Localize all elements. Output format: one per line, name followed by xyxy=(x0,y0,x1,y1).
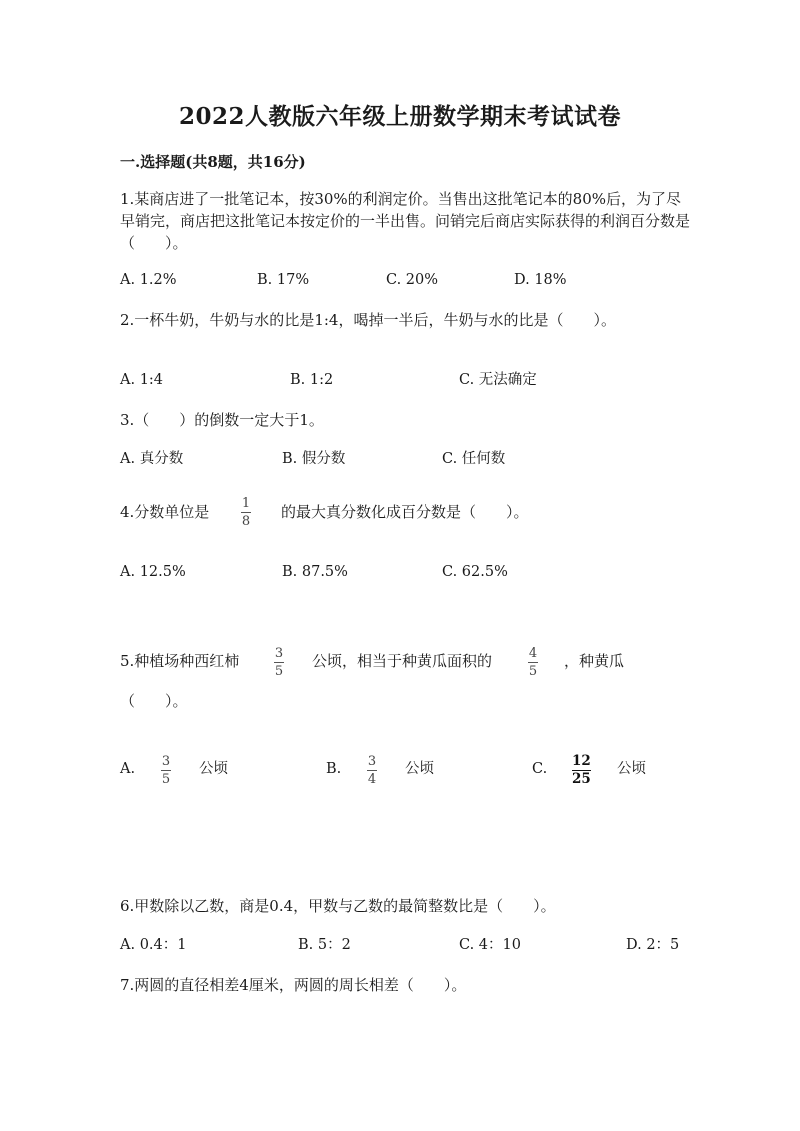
fraction-numerator: 1 xyxy=(241,496,251,511)
question-2-option-b[interactable]: B. 1:2 xyxy=(290,372,334,388)
question-4-option-c[interactable]: C. 62.5% xyxy=(442,564,508,580)
question-6-option-d[interactable]: D. 2：5 xyxy=(626,937,680,953)
question-5-fraction-2 xyxy=(528,646,538,679)
fraction-bar xyxy=(367,770,377,771)
fraction-bar xyxy=(274,662,284,663)
fraction-numerator: 3 xyxy=(161,754,171,769)
question-5-option-b-fraction xyxy=(367,754,377,787)
section-heading: 一.选择题(共8题，共16分) xyxy=(120,153,306,171)
question-3-text: 3.（ ）的倒数一定大于1。 xyxy=(120,411,324,429)
question-4-option-b[interactable]: B. 87.5% xyxy=(282,564,348,580)
question-5-option-a-unit: 公顷 xyxy=(199,761,228,777)
fraction-bar xyxy=(528,662,538,663)
question-5-option-b-unit: 公顷 xyxy=(405,761,434,777)
question-5-option-b-label[interactable]: B. xyxy=(326,761,342,777)
fraction-numerator: 3 xyxy=(274,646,284,661)
question-2-option-a[interactable]: A. 1:4 xyxy=(120,372,164,388)
question-6-option-c[interactable]: C. 4：10 xyxy=(459,937,521,953)
fraction-numerator: 3 xyxy=(367,754,377,769)
question-5-text-b: 公顷，相当于种黄瓜面积的 xyxy=(312,652,493,670)
question-3-option-c[interactable]: C. 任何数 xyxy=(442,451,506,467)
question-5-option-c-fraction xyxy=(572,754,591,787)
question-3-option-a[interactable]: A. 真分数 xyxy=(120,451,184,467)
question-1-option-d[interactable]: D. 18% xyxy=(514,272,567,288)
question-4-fraction xyxy=(241,496,251,529)
question-6-option-b[interactable]: B. 5：2 xyxy=(298,937,351,953)
question-5-option-a-label[interactable]: A. xyxy=(120,761,136,777)
fraction-numerator: 4 xyxy=(528,646,538,661)
question-6-option-a[interactable]: A. 0.4：1 xyxy=(120,937,187,953)
question-4-text-after: 的最大真分数化成百分数是（ ）。 xyxy=(281,503,529,521)
fraction-denominator: 5 xyxy=(161,772,171,787)
page-title: 2022人教版六年级上册数学期末考试试卷 xyxy=(178,103,621,130)
question-5-fraction-1 xyxy=(274,646,284,679)
fraction-denominator: 5 xyxy=(528,664,538,679)
fraction-denominator: 8 xyxy=(241,514,251,529)
fraction-bar xyxy=(241,512,251,513)
question-5-text-d: （ ）。 xyxy=(120,692,188,710)
fraction-numerator: 12 xyxy=(572,753,591,769)
question-2-text: 2.一杯牛奶，牛奶与水的比是1:4，喝掉一半后，牛奶与水的比是（ ）。 xyxy=(120,311,616,329)
question-2-option-c[interactable]: C. 无法确定 xyxy=(459,372,537,388)
fraction-denominator: 4 xyxy=(367,772,377,787)
question-1-option-a[interactable]: A. 1.2% xyxy=(120,272,177,288)
question-5-option-a-fraction xyxy=(161,754,171,787)
question-7-text: 7.两圆的直径相差4厘米，两圆的周长相差（ ）。 xyxy=(120,976,467,994)
question-5-text-a: 5.种植场种西红柿 xyxy=(120,652,240,670)
fraction-denominator: 25 xyxy=(572,771,591,787)
question-1-option-c[interactable]: C. 20% xyxy=(386,272,439,288)
question-5-text-c: ，种黄瓜 xyxy=(564,652,625,670)
question-4-option-a[interactable]: A. 12.5% xyxy=(120,564,186,580)
question-5-option-c-unit: 公顷 xyxy=(617,761,646,777)
fraction-denominator: 5 xyxy=(274,664,284,679)
fraction-bar xyxy=(161,770,171,771)
question-1-option-b[interactable]: B. 17% xyxy=(257,272,310,288)
question-5-option-c-label[interactable]: C. xyxy=(532,761,548,777)
question-6-text: 6.甲数除以乙数，商是0.4，甲数与乙数的最简整数比是（ ）。 xyxy=(120,897,556,915)
question-1-text: 1.某商店进了一批笔记本，按30%的利润定价。当售出这批笔记本的80%后，为了尽早销完，商店把这批笔记本按定价的一半出售。问销完后商店实际获得的利润百分数是（ ）。 xyxy=(120,190,691,252)
question-3-option-b[interactable]: B. 假分数 xyxy=(282,451,346,467)
question-4-text-before: 4.分数单位是 xyxy=(120,503,210,521)
